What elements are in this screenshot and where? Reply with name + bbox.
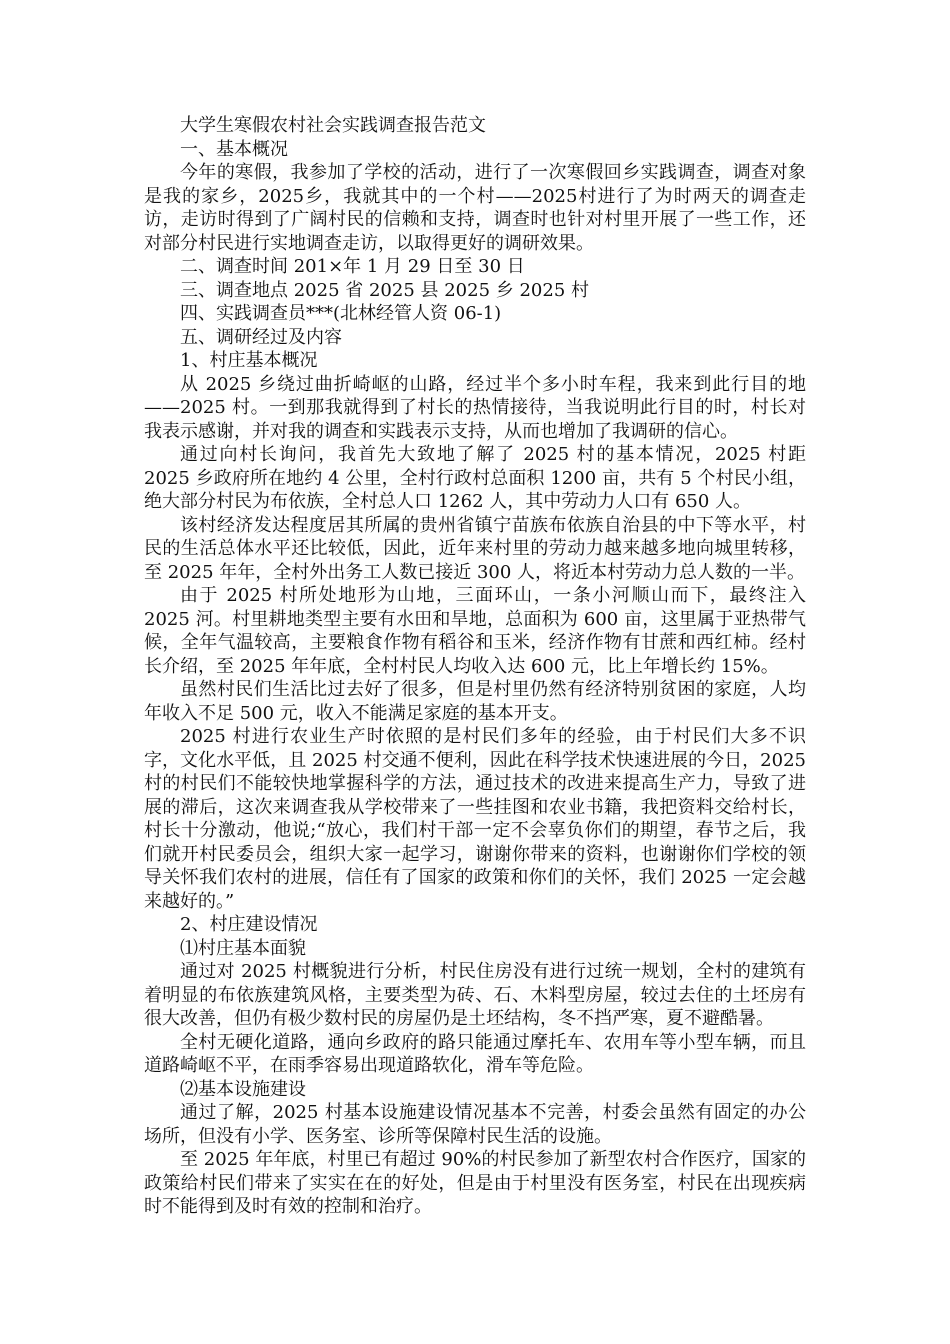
paragraph-arrival: 从 2025 乡绕过曲折崎岖的山路，经过半个多小时车程，我来到此行目的地——2025 村。一到那我就得到了村长的热情接待，当我说明此行目的时，村长对我表示感谢，并对我的调查和实践表示支持，从而也增加了我调研的信心。 [144, 373, 806, 442]
paragraph-facilities: 通过了解，2025 村基本设施建设情况基本不完善，村委会虽然有固定的办公场所，但没有小学、医务室、诊所等保障村民生活的设施。 [144, 1102, 806, 1147]
subsection-heading-facilities: ⑵基本设施建设 [180, 1078, 306, 1100]
subsection-heading-construction: 2、村庄建设情况 [180, 914, 318, 935]
section-heading-process: 五、调研经过及内容 [180, 326, 342, 348]
paragraph-housing: 通过对 2025 村概貌进行分析，村民住房没有进行过统一规划，全村的建筑有着明显的布依族建筑风格，主要类型为砖、石、木料型房屋，较过去住的土坯房有很大改善，但仍有极少数村民的房屋仍是土坯结构，冬不挡严寒，夏不避酷暑。 [144, 961, 806, 1029]
paragraph-poverty: 虽然村民们生活比过去好了很多，但是村里仍然有经济特别贫困的家庭，人均年收入不足 500 元，收入不能满足家庭的基本开支。 [144, 679, 806, 724]
section-heading-investigator: 四、实践调查员***(北林经管人资 06-1) [180, 303, 502, 324]
paragraph-geography: 由于 2025 村所处地形为山地，三面环山，一条小河顺山而下，最终注入 2025 河。村里耕地类型主要有水田和旱地，总面积为 600 亩，这里属于亚热带气候，全年气温较高，主要粮食作物有稻谷和玉米，经济作物有甘蔗和西红柿。经村长介绍，至 2025 年年底，全村村民人均收入达 600 元，比上年增长约 15%。 [144, 585, 806, 677]
section-heading-time: 二、调查时间 201×年 1 月 29 日至 30 日 [180, 256, 525, 277]
paragraph-healthcare: 至 2025 年年底，村里已有超过 90%的村民参加了新型农村合作医疗，国家的政策给村民们带来了实实在在的好处，但是由于村里没有医务室，村民在出现疾病时不能得到及时有效的控制和治疗。 [144, 1149, 806, 1217]
subsection-heading-village-overview: 1、村庄基本概况 [180, 350, 318, 371]
paragraph-economy: 该村经济发达程度居其所属的贵州省镇宁苗族布依族自治县的中下等水平，村民的生活总体水平还比较低，因此，近年来村里的劳动力越来越多地向城里转移，至 2025 年年，全村外出务工人数已接近 300 人，将近本村劳动力总人数的一半。 [144, 514, 806, 583]
document-page [144, 114, 806, 1219]
subsection-heading-appearance: ⑴村庄基本面貌 [180, 937, 306, 959]
paragraph-agriculture: 2025 村进行农业生产时依照的是村民们多年的经验，由于村民们大多不识字，文化水平低，且 2025 村交通不便利，因此在科学技术快速进展的今日，2025 村的村民们不能较快地掌握科学的方法，通过技术的改进来提高生产力，导致了进展的滞后，这次来调查我从学校带来了一些挂图和农业书籍，我把资料交给村长，村长十分激动，他说;“放心，我们村干部一定不会辜负你们的期望，春节之后，我们就开村民委员会，组织大家一起学习，谢谢你带来的资料，也谢谢你们学校的领导关怀我们农村的进展，信任有了国家的政策和你们的关怀，我们 2025 一定会越来越好的。” [144, 726, 806, 912]
paragraph-roads: 全村无硬化道路，通向乡政府的路只能通过摩托车、农用车等小型车辆，而且道路崎岖不平，在雨季容易出现道路软化，滑车等危险。 [144, 1031, 806, 1076]
paragraph-basic-info: 通过向村长询问，我首先大致地了解了 2025 村的基本情况，2025 村距 2025 乡政府所在地约 4 公里，全村行政村总面积 1200 亩，共有 5 个村民小组，绝大部分村民为布依族，全村总人口 1262 人，其中劳动力人口有 650 人。 [144, 444, 806, 512]
document-title: 大学生寒假农村社会实践调查报告范文 [180, 115, 486, 136]
paragraph-intro: 今年的寒假，我参加了学校的活动，进行了一次寒假回乡实践调查，调查对象是我的家乡，2025乡，我就其中的一个村——2025村进行了为时两天的调查走访，走访时得到了广阔村民的信赖和支持，调查时也针对村里开展了一些工作，还对部分村民进行实地调查走访，以取得更好的调研效果。 [144, 162, 806, 254]
section-heading-overview: 一、基本概况 [180, 138, 288, 160]
section-heading-location: 三、调查地点 2025 省 2025 县 2025 乡 2025 村 [180, 279, 590, 301]
